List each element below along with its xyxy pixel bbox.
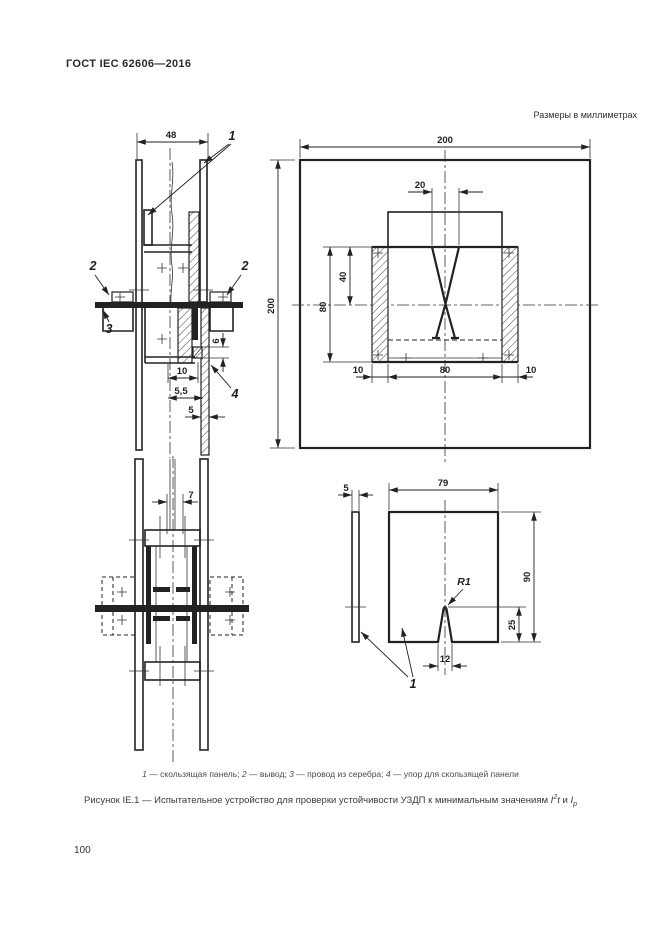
dim-90: 90 bbox=[522, 571, 533, 583]
figure-legend: 1 — скользящая панель; 2 — вывод; 3 — провод из серебра; 4 — упор для скользящей панели bbox=[142, 769, 519, 779]
drawing-mounting-plate-front bbox=[268, 130, 610, 465]
legend-num: 2 bbox=[241, 769, 247, 779]
dim-200-width: 200 bbox=[437, 135, 453, 146]
legend-label: упор для скользящей панели bbox=[403, 769, 519, 779]
dim-80-bottom: 80 bbox=[439, 365, 451, 376]
dim-10: 10 bbox=[176, 366, 188, 377]
legend-num: 3 bbox=[289, 769, 294, 779]
units-note: Размеры в миллиметрах bbox=[533, 110, 637, 120]
legend-label: вывод bbox=[259, 769, 285, 779]
drawing-sliding-panel-detail bbox=[335, 470, 565, 700]
drawing-assembly-front-view bbox=[92, 456, 282, 768]
dim-40: 40 bbox=[338, 271, 349, 283]
dim-200-height: 200 bbox=[266, 298, 277, 314]
page-number: 100 bbox=[74, 845, 91, 856]
callout-sliding-panel-detail: 1 bbox=[409, 677, 417, 691]
dim-5-thickness: 5 bbox=[343, 483, 349, 494]
dim-80: 80 bbox=[318, 301, 329, 313]
drawing-section-side-view bbox=[85, 118, 265, 463]
dim-10-right: 10 bbox=[525, 365, 537, 376]
legend-num: 1 bbox=[142, 769, 147, 779]
legend-label: скользящая панель bbox=[160, 769, 238, 779]
dim-5-5: 5,5 bbox=[174, 386, 188, 397]
dim-7: 7 bbox=[188, 490, 194, 501]
dim-6: 6 bbox=[211, 338, 222, 344]
radius-r1: R1 bbox=[457, 576, 471, 588]
callout-sliding-panel: 1 bbox=[228, 129, 236, 143]
callout-panel-stop: 4 bbox=[231, 387, 239, 401]
legend-label: провод из серебра bbox=[307, 769, 382, 779]
dim-20: 20 bbox=[414, 180, 426, 191]
callout-silver-wire: 3 bbox=[105, 322, 113, 336]
callout-terminal-right: 2 bbox=[241, 259, 249, 273]
dim-48: 48 bbox=[165, 130, 177, 141]
dim-25: 25 bbox=[507, 619, 518, 631]
callout-terminal-left: 2 bbox=[89, 259, 97, 273]
dim-79: 79 bbox=[437, 478, 449, 489]
dim-10-left: 10 bbox=[352, 365, 364, 376]
legend-num: 4 bbox=[385, 769, 391, 779]
figure-caption: Рисунок IE.1 — Испытательное устройство для проверки устойчивости УЗДП к минимальным значениям $I^2t$ и $I_p$ bbox=[83, 794, 577, 809]
dim-5: 5 bbox=[188, 405, 194, 416]
standard-number: ГОСТ IEC 62606—2016 bbox=[66, 58, 192, 70]
dim-12: 12 bbox=[439, 654, 451, 665]
